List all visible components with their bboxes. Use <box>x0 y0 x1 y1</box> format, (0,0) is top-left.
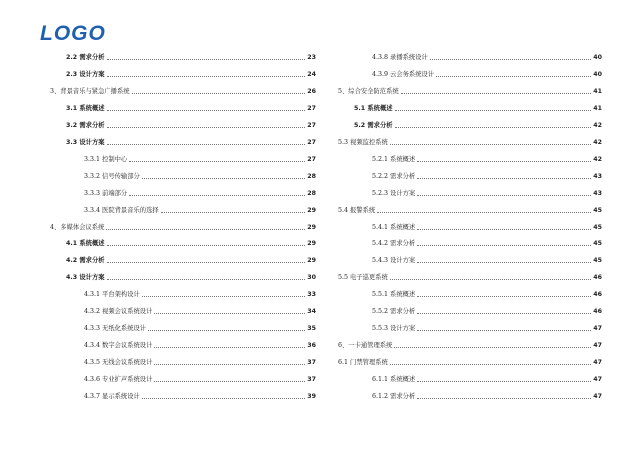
toc-entry[interactable] <box>50 84 316 96</box>
toc-entry[interactable] <box>338 118 602 130</box>
toc-entry-page: 23 <box>307 54 316 61</box>
toc-entry-page: 45 <box>593 257 602 265</box>
dot-leader <box>417 295 591 297</box>
dot-leader <box>129 194 305 196</box>
toc-entry-page: 27 <box>307 155 316 163</box>
toc-entry-title: 3、背景音乐与紧急广播系统 <box>50 87 130 95</box>
toc-entry-title: 4.3.5 无线会议系统设计 <box>84 359 153 367</box>
toc-entry-page: 41 <box>593 104 602 112</box>
toc-entry-page: 26 <box>307 87 316 95</box>
toc-entry-title: 3.3.3 前端部分 <box>84 189 128 197</box>
toc-entry-page: 47 <box>593 342 602 350</box>
toc-entry-page: 29 <box>307 206 316 214</box>
toc-entry-page: 46 <box>593 291 602 299</box>
toc-entry-page: 42 <box>593 155 602 163</box>
toc-entry-title: 2.3 设计方案 <box>66 70 105 78</box>
toc-entry[interactable] <box>338 50 602 62</box>
dot-leader <box>142 177 305 179</box>
toc-entry-title: 6.1.1 系统概述 <box>372 376 416 384</box>
dot-leader <box>377 211 591 213</box>
toc-entry-page: 43 <box>593 172 602 180</box>
toc-entry[interactable] <box>338 236 602 248</box>
dot-leader <box>142 397 305 399</box>
dot-leader <box>107 58 306 60</box>
dot-leader <box>395 126 592 128</box>
toc-entry[interactable] <box>50 253 316 265</box>
toc-entry-title: 4、多媒体会议系统 <box>50 223 105 231</box>
dot-leader <box>107 143 306 145</box>
toc-entry[interactable] <box>338 186 602 198</box>
dot-leader <box>107 261 306 263</box>
dot-leader <box>417 194 591 196</box>
toc-entry-page: 42 <box>593 138 602 146</box>
dot-leader <box>390 278 591 280</box>
toc-entry-page: 43 <box>593 189 602 197</box>
toc-entry-title: 4.3.6 专业扩声系统设计 <box>84 376 153 384</box>
toc-entry-page: 37 <box>307 376 316 384</box>
toc-entry-title: 6、一卡通管理系统 <box>338 342 393 350</box>
toc-entry-title: 4.3.3 无纸化系统设计 <box>84 325 147 333</box>
toc-entry-page: 29 <box>307 223 316 231</box>
dot-leader <box>417 228 591 230</box>
toc-entry-title: 5.4.1 系统概述 <box>372 223 416 231</box>
toc-entry-title: 4.3.7 显示系统设计 <box>84 393 140 400</box>
toc-entry[interactable] <box>50 389 316 401</box>
dot-leader <box>107 244 306 246</box>
toc-entry-title: 4.3.2 视频会议系统设计 <box>84 308 153 316</box>
toc-entry-page: 24 <box>307 70 316 78</box>
dot-leader <box>148 329 305 331</box>
toc-entry-page: 45 <box>593 240 602 248</box>
toc-entry[interactable] <box>338 220 602 232</box>
toc-entry-title: 5.5 电子巡更系统 <box>338 274 388 282</box>
toc-entry-title: 5.4.3 设计方案 <box>372 257 416 265</box>
toc-entry-page: 29 <box>307 257 316 265</box>
dot-leader <box>154 380 305 382</box>
dot-leader <box>417 160 591 162</box>
toc-entry[interactable] <box>338 355 602 367</box>
dot-leader <box>129 160 305 162</box>
toc-entry-page: 33 <box>307 291 316 299</box>
dot-leader <box>436 75 591 77</box>
dot-leader <box>154 312 305 314</box>
toc-entry-title: 3.3.4 医院背景音乐的选择 <box>84 206 159 214</box>
toc-entry-page: 45 <box>593 206 602 214</box>
toc-entry-page: 40 <box>593 54 602 61</box>
toc-entry-title: 3.3.1 控制中心 <box>84 155 128 163</box>
toc-entry-title: 6.1.2 需求分析 <box>372 393 416 400</box>
dot-leader <box>107 75 306 77</box>
dot-leader <box>417 177 591 179</box>
dot-leader <box>395 109 592 111</box>
toc-entry-page: 30 <box>307 274 316 282</box>
toc-entry-title: 4.3.8 录播系统设计 <box>372 54 428 61</box>
toc-entry[interactable] <box>338 152 602 164</box>
toc-entry[interactable] <box>338 389 602 401</box>
toc-entry-page: 39 <box>307 393 316 400</box>
toc-entry-page: 37 <box>307 359 316 367</box>
toc-entry[interactable] <box>50 220 316 232</box>
toc-entry-title: 2.2 需求分析 <box>66 54 105 61</box>
toc-entry[interactable] <box>50 203 316 215</box>
toc-entry-title: 3.3.2 信号传输部分 <box>84 172 140 180</box>
dot-leader <box>107 278 306 280</box>
toc-entry[interactable] <box>50 118 316 130</box>
dot-leader <box>107 109 306 111</box>
toc-entry[interactable] <box>338 338 602 350</box>
dot-leader <box>430 58 591 60</box>
toc-entry-page: 47 <box>593 393 602 400</box>
dot-leader <box>390 143 591 145</box>
dot-leader <box>417 397 591 399</box>
toc-entry[interactable] <box>338 321 602 333</box>
toc-entry-title: 4.3.1 平台架构设计 <box>84 291 140 299</box>
toc-entry-page: 41 <box>593 87 602 95</box>
toc-entry-title: 4.3.9 云会务系统设计 <box>372 70 435 78</box>
toc-entry-title: 3.3 设计方案 <box>66 138 105 146</box>
toc-entry-title: 5.5.1 系统概述 <box>372 291 416 299</box>
toc-entry-page: 40 <box>593 70 602 78</box>
toc-entry-title: 3.2 需求分析 <box>66 121 105 129</box>
toc-entry-title: 4.3.4 数字会议系统设计 <box>84 342 153 350</box>
toc-entry-page: 27 <box>307 121 316 129</box>
toc-entry[interactable] <box>50 236 316 248</box>
toc-entry[interactable] <box>338 304 602 316</box>
toc-entry[interactable] <box>50 67 316 79</box>
toc-entry-title: 4.2 需求分析 <box>66 257 105 265</box>
toc-entry-page: 35 <box>307 325 316 333</box>
logo: LOGO <box>40 22 106 45</box>
dot-leader <box>417 244 591 246</box>
dot-leader <box>401 92 592 94</box>
dot-leader <box>417 329 591 331</box>
toc-entry-page: 47 <box>593 359 602 367</box>
toc-entry[interactable] <box>338 169 602 181</box>
toc-entry[interactable] <box>50 270 316 282</box>
toc-entry[interactable] <box>338 372 602 384</box>
toc-entry-page: 28 <box>307 189 316 197</box>
dot-leader <box>142 295 305 297</box>
toc-entry[interactable] <box>50 372 316 384</box>
toc-entry[interactable] <box>338 203 602 215</box>
toc-entry[interactable] <box>338 135 602 147</box>
toc-entry[interactable] <box>50 169 316 181</box>
toc-entry[interactable] <box>50 287 316 299</box>
toc-entry[interactable] <box>50 321 316 333</box>
toc-entry[interactable] <box>50 135 316 147</box>
toc-entry[interactable] <box>50 304 316 316</box>
toc-entry-title: 5.2.1 系统概述 <box>372 155 416 163</box>
toc-entry-page: 34 <box>307 308 316 316</box>
toc-entry[interactable] <box>50 338 316 350</box>
dot-leader <box>161 211 306 213</box>
toc-entry[interactable] <box>338 253 602 265</box>
toc-entry-title: 5.2 需求分析 <box>354 121 393 129</box>
toc-entry[interactable] <box>50 355 316 367</box>
toc-entry-page: 29 <box>307 240 316 248</box>
toc-entry[interactable] <box>338 287 602 299</box>
toc-entry-page: 28 <box>307 172 316 180</box>
dot-leader <box>417 261 591 263</box>
toc-entry[interactable] <box>50 101 316 113</box>
toc-entry[interactable] <box>50 186 316 198</box>
toc-entry-page: 27 <box>307 138 316 146</box>
toc-entry[interactable] <box>338 67 602 79</box>
dot-leader <box>132 92 306 94</box>
toc-entry-title: 5.5.2 需求分析 <box>372 308 416 316</box>
toc-entry-page: 47 <box>593 325 602 333</box>
toc-entry-title: 5.4.2 需求分析 <box>372 240 416 248</box>
toc-entry-page: 46 <box>593 308 602 316</box>
toc-entry-title: 5.4 报警系统 <box>338 206 376 214</box>
toc-entry-title: 3.1 系统概述 <box>66 104 105 112</box>
toc-entry-title: 5.3 视频监控系统 <box>338 138 388 146</box>
dot-leader <box>154 346 305 348</box>
dot-leader <box>106 228 305 230</box>
toc-entry[interactable] <box>338 84 602 96</box>
dot-leader <box>390 363 591 365</box>
toc-entry-title: 4.1 系统概述 <box>66 240 105 248</box>
toc-entry[interactable] <box>338 270 602 282</box>
dot-leader <box>154 363 305 365</box>
toc-entry[interactable] <box>338 101 602 113</box>
toc-entry[interactable] <box>50 50 316 62</box>
toc-entry-title: 4.3 设计方案 <box>66 274 105 282</box>
toc-entry-page: 46 <box>593 274 602 282</box>
toc-entry[interactable] <box>50 152 316 164</box>
toc-entry-title: 6.1 门禁管理系统 <box>338 359 388 367</box>
toc-entry-title: 5.1 系统概述 <box>354 104 393 112</box>
dot-leader <box>394 346 591 348</box>
toc-entry-page: 42 <box>593 121 602 129</box>
dot-leader <box>107 126 306 128</box>
toc-entry-page: 45 <box>593 223 602 231</box>
toc-entry-title: 5.2.2 需求分析 <box>372 172 416 180</box>
toc-entry-title: 5.2.3 设计方案 <box>372 189 416 197</box>
toc-entry-page: 36 <box>307 342 316 350</box>
toc-entry-page: 27 <box>307 104 316 112</box>
toc-entry-page: 47 <box>593 376 602 384</box>
dot-leader <box>417 312 591 314</box>
toc-entry-title: 5.5.3 设计方案 <box>372 325 416 333</box>
toc-entry-title: 5、综合安全防范系统 <box>338 87 399 95</box>
dot-leader <box>417 380 591 382</box>
